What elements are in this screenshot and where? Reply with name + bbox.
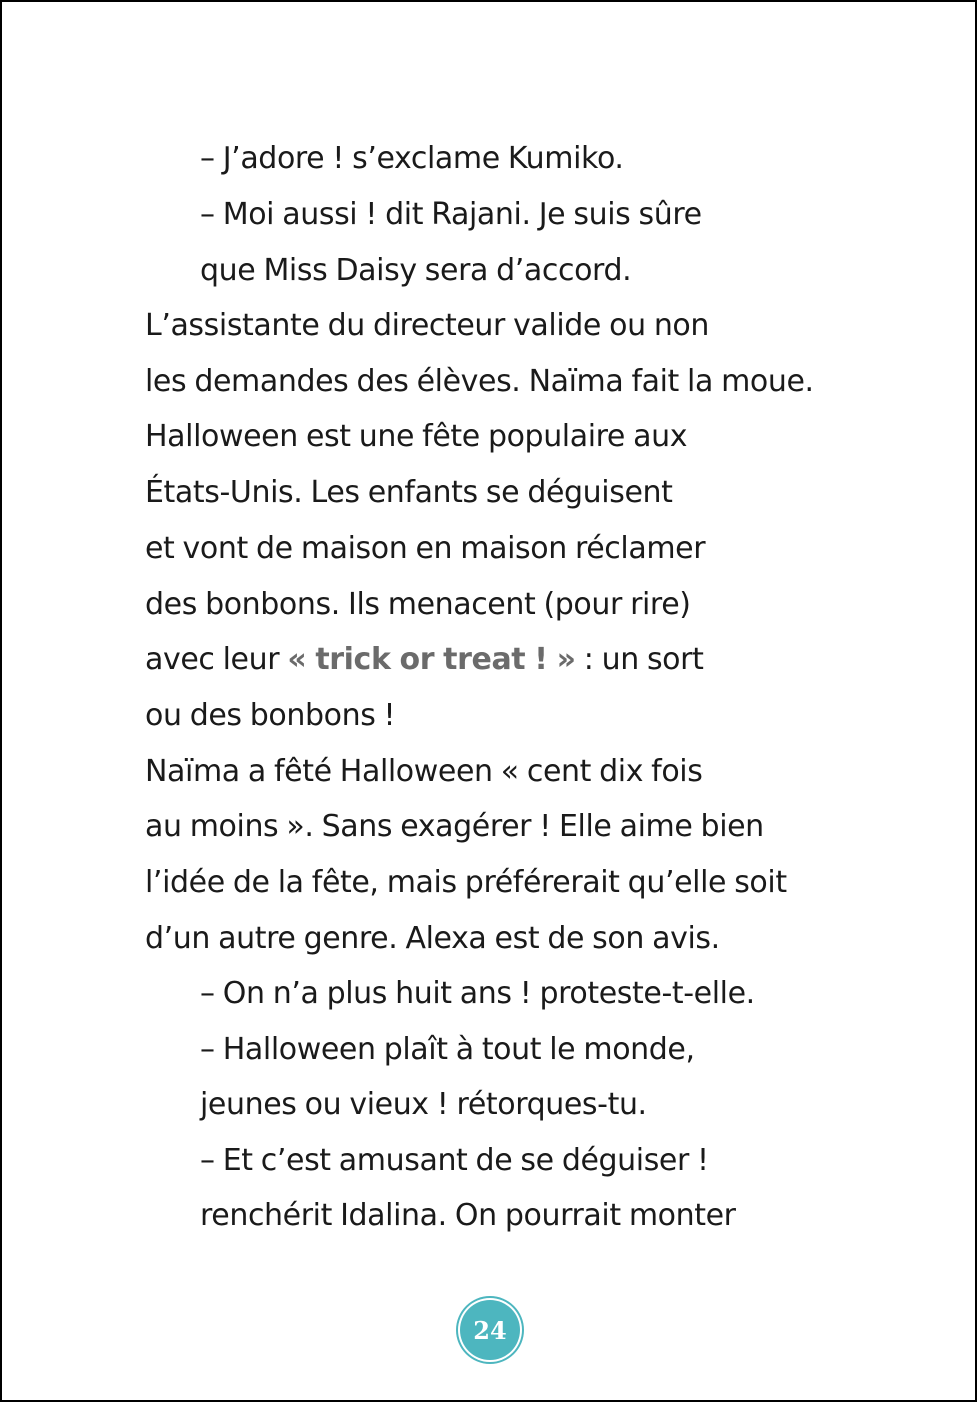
text-segment: : un sort — [575, 642, 704, 677]
text-segment: avec leur — [145, 642, 288, 677]
text-line — [145, 640, 703, 680]
text-line: États-Unis. Les enfants se déguisent — [145, 475, 673, 510]
text-line: – Moi aussi ! dit Rajani. Je suis sûre — [200, 197, 702, 232]
text-line: – J’adore ! s’exclame Kumiko. — [200, 141, 624, 176]
page-number: 24 — [473, 1315, 507, 1345]
text-line: L’assistante du directeur valide ou non — [145, 308, 710, 343]
text-line: Naïma a fêté Halloween « cent dix fois — [145, 754, 703, 789]
text-line: que Miss Daisy sera d’accord. — [200, 253, 632, 288]
text-line: l’idée de la fête, mais préférerait qu’elle soit — [145, 865, 787, 900]
text-line: – Halloween plaît à tout le monde, — [200, 1032, 695, 1067]
text-line: les demandes des élèves. Naïma fait la moue. — [145, 364, 814, 399]
text-line: au moins ». Sans exagérer ! Elle aime bien — [145, 809, 764, 844]
text-line: jeunes ou vieux ! rétorques-tu. — [200, 1087, 647, 1122]
text-line: Halloween est une fête populaire aux — [145, 419, 688, 454]
text-line: ou des bonbons ! — [145, 698, 396, 733]
text-line: des bonbons. Ils menacent (pour rire) — [145, 587, 691, 622]
text-line: renchérit Idalina. On pourrait monter — [200, 1198, 736, 1233]
text-line: et vont de maison en maison réclamer — [145, 531, 706, 566]
text-line: – On n’a plus huit ans ! proteste-t-elle. — [200, 976, 755, 1011]
page-number-badge — [460, 1300, 520, 1360]
trick-or-treat-emphasis: « trick or treat ! » — [287, 642, 576, 677]
text-line: d’un autre genre. Alexa est de son avis. — [145, 921, 720, 956]
text-line: – Et c’est amusant de se déguiser ! — [200, 1143, 709, 1178]
